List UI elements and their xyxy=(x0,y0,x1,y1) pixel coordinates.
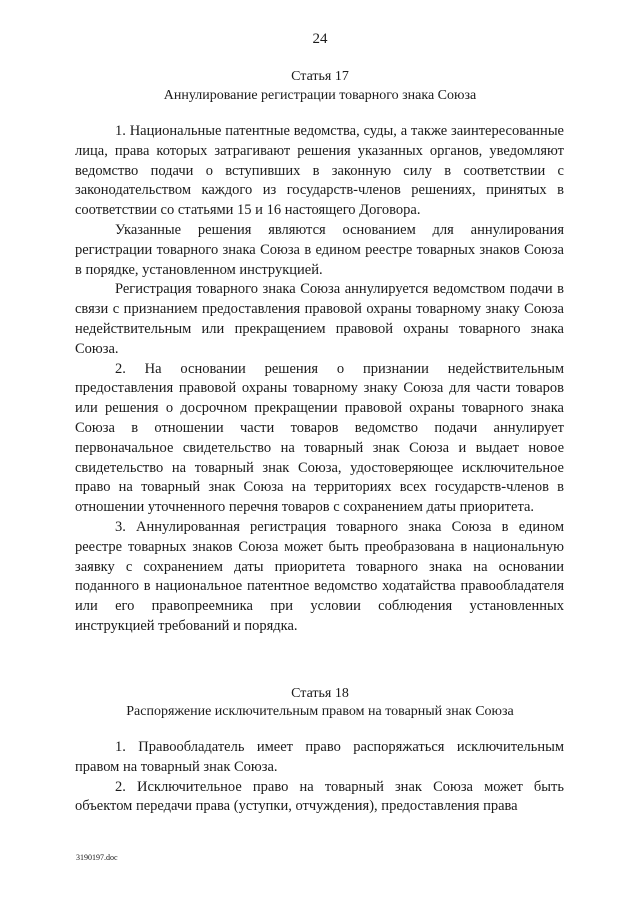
article-18-title: Распоряжение исключительным правом на товарный знак Союза xyxy=(126,704,514,719)
article-17-paragraph-1: 1. Национальные патентные ведомства, суды, а также заинтересованные лица, права которых затрагивают решения указанных органов, уведомляют ведомство подачи о вступивших в законную силу в соответствии с законодательством каждого из государств-членов решениях, принятых в соответствии со статьями 15 и 16 настоящего Договора. xyxy=(75,123,564,219)
article-17-paragraph-2: Указанные решения являются основанием для аннулирования регистрации товарного знака Союза в едином реестре товарных знаков Союза в порядке, установленном инструкцией. xyxy=(75,221,564,278)
page-number: 24 xyxy=(312,31,328,47)
article-18-paragraph-2: 2. Исключительное право на товарный знак Союза может быть объектом передачи права (уступки, отчуждения), предоставления права xyxy=(75,778,564,815)
article-17-paragraph-3: Регистрация товарного знака Союза аннулируется ведомством подачи в связи с признанием предоставления правовой охраны товарному знаку Союза недействительным или прекращением правовой охраны товарного знака Союза. xyxy=(75,281,564,357)
article-18-number: Статья 18 xyxy=(291,686,349,701)
article-18-body xyxy=(75,738,564,817)
document-filename: 3190197.doc xyxy=(76,853,118,862)
article-18-paragraph-1: 1. Правообладатель имеет право распоряжаться исключительным правом на товарный знак Союза. xyxy=(75,739,564,775)
article-17-paragraph-4: 2. На основании решения о признании недействительным предоставления правовой охраны товарному знаку Союза для части товаров или решения о досрочном прекращении правовой охраны товарного знака Союза в отношении части товаров ведомство подачи аннулирует первоначальное свидетельство на товарный знак Союза и выдает новое свидетельство на товарный знак Союза, удостоверяющее исключительное право на товарный знак Союза на территориях всех государств-членов в отношении уточненного перечня товаров с сохранением даты приоритета. xyxy=(75,360,564,516)
article-17-title: Аннулирование регистрации товарного знака Союза xyxy=(163,88,477,103)
article-17-body xyxy=(75,122,564,637)
article-17-paragraph-5: 3. Аннулированная регистрация товарного знака Союза в едином реестре товарных знаков Союза может быть преобразована в национальную заявку с сохранением даты приоритета товарного знака на основании поданного в национальное патентное ведомство ходатайства правообладателя или его правопреемника при условии соблюдения установленных инструкцией требований и порядка. xyxy=(75,518,564,634)
article-17-number: Статья 17 xyxy=(291,69,349,84)
